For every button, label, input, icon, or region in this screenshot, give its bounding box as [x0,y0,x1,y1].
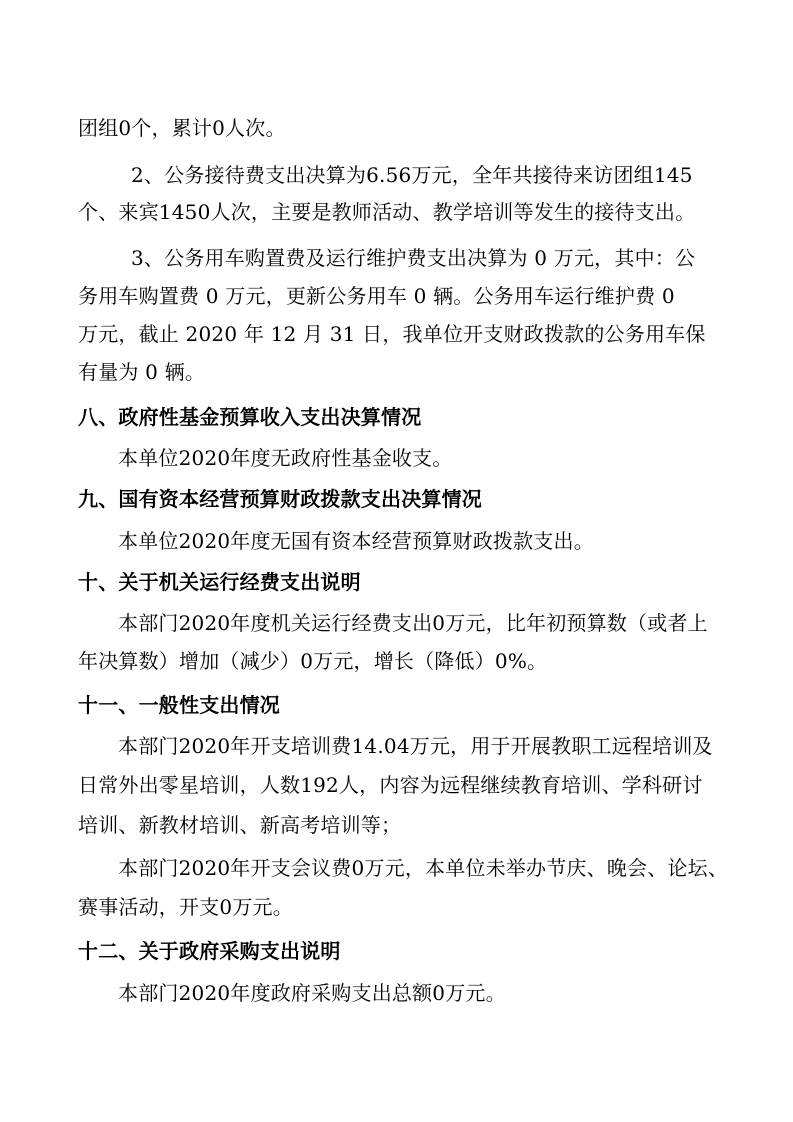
paragraph-line: 有量为 0 辆。 [78,360,206,384]
paragraph-line: 务用车购置费 0 万元，更新公务用车 0 辆。公务用车运行维护费 0 [78,284,675,308]
paragraph-line: 本部门2020年度机关运行经费支出0万元，比年初预算数（或者上 [118,611,708,635]
paragraph-line: 万元，截止 2020 年 12 月 31 日，我单位开支财政拨款的公务用车保 [78,322,706,346]
paragraph-line: 本单位2020年度无政府性基金收支。 [118,446,453,470]
paragraph-line: 团组0个，累计0人次。 [78,116,286,140]
paragraph-line: 本单位2020年度无国有资本经营预算财政拨款支出。 [118,529,594,553]
paragraph-line: 2、公务接待费支出决算为6.56万元，全年共接待来访团组145 [131,163,693,187]
paragraph-line: 本部门2020年开支培训费14.04万元，用于开展教职工远程培训及 [118,734,713,758]
section-heading-10: 十、关于机关运行经费支出说明 [78,570,361,594]
paragraph-line: 本部门2020年开支会议费0万元，本单位未举办节庆、晚会、论坛、 [118,856,729,880]
section-heading-9: 九、国有资本经营预算财政拨款支出决算情况 [78,487,482,511]
section-heading-12: 十二、关于政府采购支出说明 [78,939,341,963]
section-heading-11: 十一、一般性支出情况 [78,693,280,717]
paragraph-line: 3、公务用车购置费及运行维护费支出决算为 0 万元，其中：公 [131,246,696,270]
paragraph-line: 日常外出零星培训，人数192人，内容为远程继续教育培训、学科研讨 [78,773,703,797]
paragraph-line: 年决算数）增加（减少）0万元，增长（降低）0%。 [78,649,548,673]
paragraph-line: 培训、新教材培训、新高考培训等； [78,813,402,837]
paragraph-line: 个、来宾1450人次，主要是教师活动、教学培训等发生的接待支出。 [78,200,696,224]
paragraph-line: 本部门2020年度政府采购支出总额0万元。 [118,981,506,1005]
paragraph-line: 赛事活动，开支0万元。 [78,895,293,919]
section-heading-8: 八、政府性基金预算收入支出决算情况 [78,405,422,429]
